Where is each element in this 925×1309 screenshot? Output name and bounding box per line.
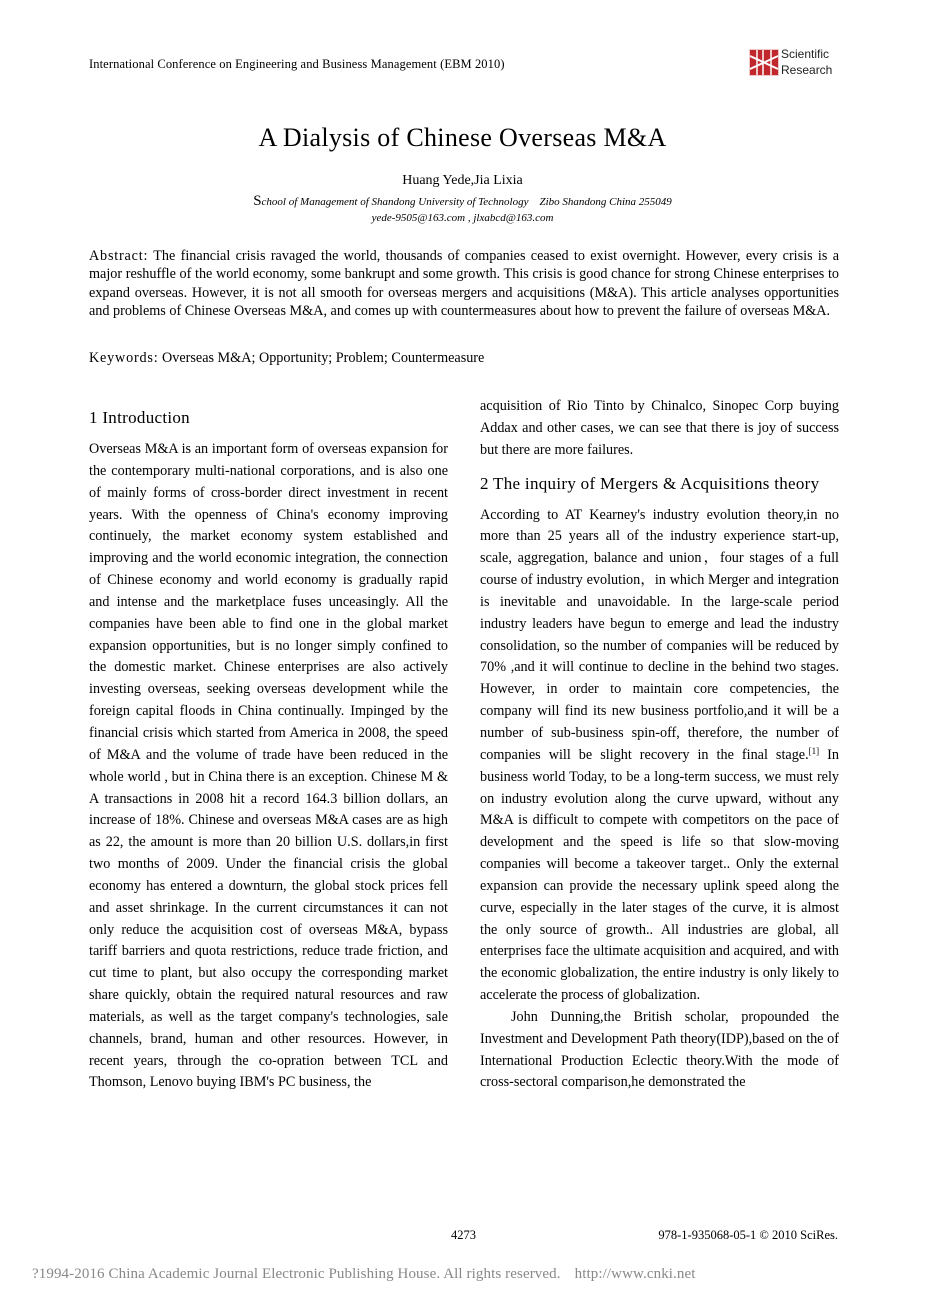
paper-emails: yede-9505@163.com , jlxabcd@163.com [371,212,554,224]
theory-paragraph-1 [480,505,839,1007]
section-heading-introduction: 1 Introduction [89,408,190,427]
logo-text-line1: Scientific [781,47,830,61]
abstract [89,247,839,320]
left-column [89,405,448,1094]
keywords [89,349,839,367]
keywords-label: Keywords: [89,350,159,366]
introduction-continuation: acquisition of Rio Tinto by Chinalco, Sinopec Corp buying Addax and other cases, we can see that there is joy of success but there are more failures. [480,398,839,458]
logo-mark-icon [747,47,781,78]
theory-paragraph-2: John Dunning,the British scholar, propounded the Investment and Development Path theory(IDP),based on the of International Production Eclectic theory.With the mode of cross-sectoral comparison,he demonstrated the [480,1008,839,1091]
keywords-text: Overseas M&A; Opportunity; Problem; Countermeasure [158,350,485,366]
affiliation-initial: S [253,193,262,209]
isbn-copyright: 978-1-935068-05-1 © 2010 SciRes. [658,1228,838,1242]
page-number: 4273 [451,1228,476,1242]
citation-ref[interactable]: [1] [808,745,820,756]
introduction-paragraph: Overseas M&A is an important form of overseas expansion for the contemporary multi-national corporations, and is also one of mainly forms of cross-border direct investment in recent years. With the openness of China's economy improving continuely, the market economy system established and improving and the world economic integration, the connection of Chinese economy and world economy is gradually rapid and intense and the marketplace fuses unceasingly. All the companies have been able to find one in the global market expansion opportunities, but is no longer simply confined to the domestic market. Chinese enterprises are also actively investing overseas, seeking overseas development while the foreign capital floods in China continually. Impinged by the financial crisis which started from America in 2008, the speed of M&A and the volume of trade have been reduced in the whole world , but in China there is an exception. Chinese M & A transactions in 2008 hit a record 164.3 billion dollars, an increase of 18%. Chinese and overseas M&A cases are as high as 22, the amount is more than 20 billion U.S. dollars,in first two months of 2009. Under the financial crisis the global economy has entered a downturn, the global stock prices fell and asset shrinkage. In the current circumstances it can not only reduce the acquisition cost of overseas M&A, bypass tariff barriers and quota restrictions, reduce trade friction, and cut time to plant, but also occupy the corresponding market share quickly, obtain the required natural resources and raw materials, as well as the target company's technologies, sale channels, brand, human and other resources. However, in recent years, through the co-opration between TCL and Thomson, Lenovo buying IBM's PC business, the [89,441,448,1091]
theory-paragraph-1-text-b: In business world Today, to be a long-term success, we must rely on industry evolution along the curve upward, without any M&A is difficult to compete with competitors on the pace of development and the speed is life so that slow-moving companies will become a takeover target.. Only the external expansion can provide the necessary uplink speed along the curve, especially in the later stages of the curve, it is almost the only source of growth.. All industries are global, all enterprises face the ultimate acquisition and acquired, and with the economic globalization, the entire industry is only likely to accelerate the process of globalization. [480,746,839,1004]
paper-affiliation [0,193,925,210]
affiliation-text: chool of Management of Shandong University of Technology Zibo Shandong China 255049 [261,196,672,208]
right-column [480,396,839,1094]
conference-header: International Conference on Engineering and Business Management (EBM 2010) [89,57,505,71]
abstract-text: The financial crisis ravaged the world, thousands of companies ceased to exist overnight. However, every crisis is a major reshuffle of the world economy, some bankrupt and some growth. This crisis is good chance for strong Chinese enterprises to expand overseas. However, it is not all smooth for overseas mergers and acquisitions (M&A). This article analyses opportunities and problems of Chinese Overseas M&A, and comes up with countermeasures about how to prevent the failure of overseas M&A. [89,248,839,319]
cnki-url[interactable]: http://www.cnki.net [574,1266,696,1282]
publisher-logo [747,47,839,78]
theory-paragraph-1-text-a: According to AT Kearney's industry evolution theory,in no more than 25 years all of the industry experience start-up, scale, aggregation, balance and union，four stages of a full course of industry evolution，in which Merger and integration is inevitable and unavoidable. In the large-scale period industry leaders have begun to emerge and lead the industry consolidation, so the number of companies will be reduced by 70% ,and it will continue to decline in the behind two stages. However, in order to maintain core competencies, the company will find its new business portfolio,and it will be a number of sub-business spin-off, therefore, the number of companies will be slight recovery in the final stage. [480,506,839,763]
cnki-copyright-watermark [32,1266,696,1283]
abstract-label: Abstract: [89,248,149,264]
logo-text-line2: Research [781,63,833,77]
paper-title: A Dialysis of Chinese Overseas M&A [258,123,667,152]
paper-authors: Huang Yede,Jia Lixia [402,173,523,188]
section-heading-theory: 2 The inquiry of Mergers & Acquisitions theory [480,473,820,493]
copyright-text: ?1994-2016 China Academic Journal Electronic Publishing House. All rights reserved. [32,1266,561,1282]
